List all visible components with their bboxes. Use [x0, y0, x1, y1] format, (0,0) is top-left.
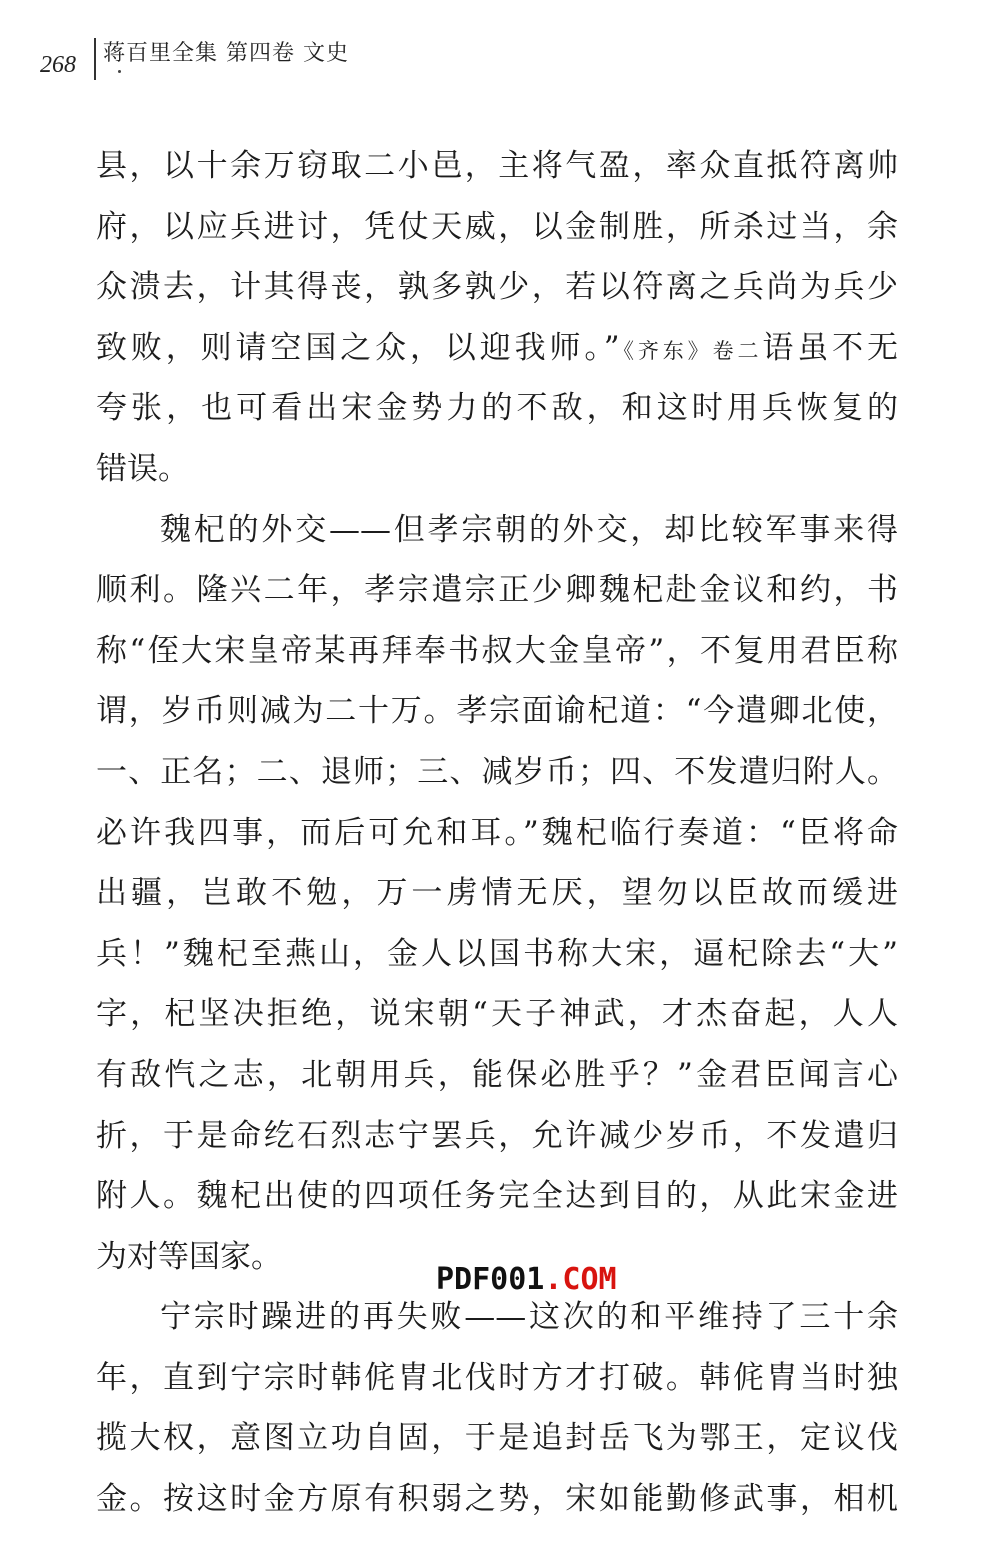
watermark-part-1: PDF001 [436, 1262, 545, 1297]
text-line: 年，直到宁宗时韩侂胄北伐时方才打破。韩侂胄当时独 [96, 1359, 898, 1396]
text-line: 兵！”魏杞至燕山，金人以国书称大宋，逼杞除去“大” [96, 935, 898, 972]
running-title: 蒋百里全集 第四卷 文史 [103, 41, 349, 66]
watermark [436, 1262, 617, 1297]
text-line: 折，于是命纥石烈志宁罢兵，允许减少岁币，不发遣归 [96, 1117, 898, 1154]
text-line: 金。按这时金方原有积弱之势，宋如能勤修武事，相机 [96, 1481, 898, 1518]
section-heading-line: 魏杞的外交——但孝宗朝的外交，却比较军事来得 [160, 511, 898, 548]
text-line: 有敌忾之志，北朝用兵，能保必胜乎？”金君臣闻言心 [96, 1056, 898, 1093]
text-line: 众溃去，计其得丧，孰多孰少，若以符离之兵尚为兵少 [96, 269, 898, 306]
text-line: 附人。魏杞出使的四项任务完全达到目的，从此宋金进 [96, 1178, 898, 1215]
text-line: 称“侄大宋皇帝某再拜奉书叔大金皇帝”，不复用君臣称 [96, 632, 898, 669]
text-line: 一、正名；二、退师；三、减岁币；四、不发遣归附人。 [96, 753, 898, 790]
header-divider [94, 38, 96, 80]
text-line: 字，杞坚决拒绝，说宋朝“天子神武，才杰奋起，人人 [96, 996, 898, 1033]
text-line-with-note [96, 318, 898, 379]
text-line: 府，以应兵进讨，凭仗天威，以金制胜，所杀过当，余 [96, 208, 898, 245]
text-line: 谓，岁币则减为二十万。孝宗面谕杞道：“今遣卿北使， [96, 693, 898, 730]
text-line: 县，以十余万窃取二小邑，主将气盈，率众直抵符离帅 [96, 148, 898, 184]
text-line-segment: 致败，则请空国之众，以迎我师。” [96, 329, 620, 366]
text-line-segment: 语虽不无 [762, 329, 898, 366]
section-heading-line: 宁宗时躁进的再失败——这次的和平维持了三十余 [160, 1299, 898, 1336]
page-header [0, 0, 1000, 110]
text-line: 必许我四事，而后可允和耳。”魏杞临行奏道：“臣将命 [96, 814, 898, 851]
text-line: 为对等国家。 [96, 1238, 282, 1275]
page-number: 268 [40, 52, 76, 78]
header-dot [118, 70, 121, 73]
watermark-part-2: .COM [544, 1262, 617, 1297]
text-line: 顺利。隆兴二年，孝宗遣宗正少卿魏杞赴金议和约，书 [96, 572, 898, 609]
body-text [96, 136, 898, 1530]
text-line: 错误。 [96, 450, 189, 487]
text-line: 出疆，岂敢不勉，万一虏情无厌，望勿以臣故而缓进 [96, 875, 898, 912]
text-line: 夸张，也可看出宋金势力的不敌，和这时用兵恢复的 [96, 390, 898, 427]
text-line: 揽大权，意图立功自固，于是追封岳飞为鄂王，定议伐 [96, 1420, 898, 1457]
source-note: 《齐东》卷二 [619, 338, 763, 363]
